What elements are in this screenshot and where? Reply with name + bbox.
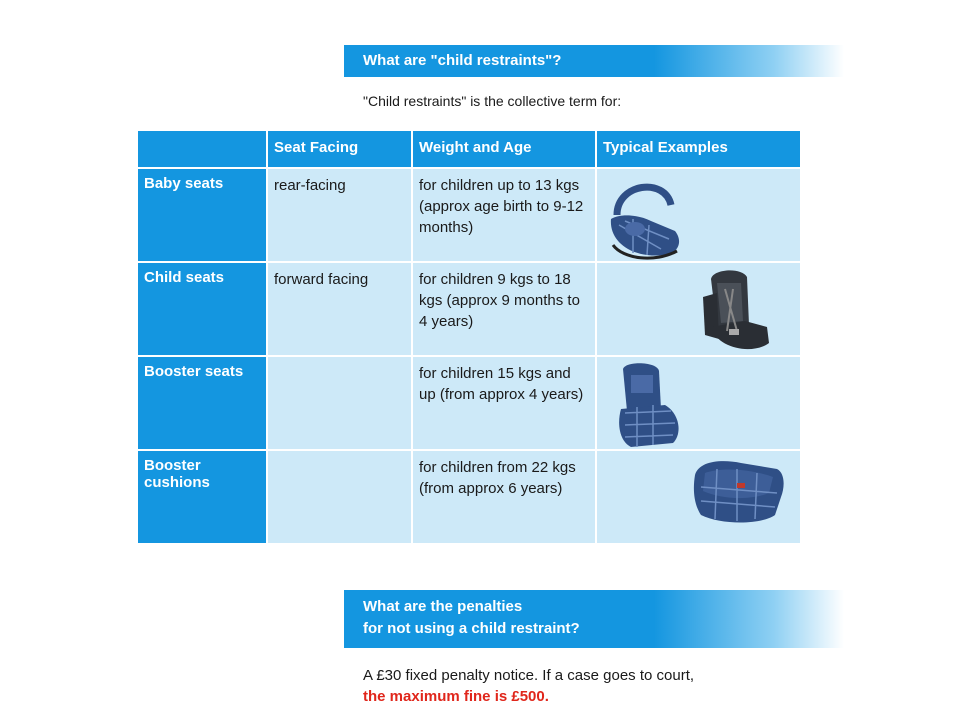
table-row xyxy=(137,356,801,450)
table-row xyxy=(137,262,801,356)
row-type-booster-cushions: Booster cushions xyxy=(137,450,267,544)
row-facing: rear-facing xyxy=(267,168,412,262)
table-header-row xyxy=(137,130,801,168)
row-facing xyxy=(267,356,412,450)
intro-text: "Child restraints" is the collective term for: xyxy=(363,93,622,109)
header-weight-age: Weight and Age xyxy=(412,130,596,168)
row-weight-age: for children 15 kgs and up (from approx 4 years) xyxy=(412,356,596,450)
row-weight-age: for children 9 kgs to 18 kgs (approx 9 months to 4 years) xyxy=(412,262,596,356)
row-facing: forward facing xyxy=(267,262,412,356)
table-row xyxy=(137,450,801,544)
penalties-heading-banner xyxy=(344,590,844,648)
header-type xyxy=(137,130,267,168)
baby-seat-carrier-image xyxy=(603,175,693,261)
row-weight-age: for children up to 13 kgs (approx age birth to 9-12 months) xyxy=(412,168,596,262)
booster-cushion-image xyxy=(691,457,787,527)
row-example xyxy=(596,356,801,450)
child-restraints-table xyxy=(136,129,802,545)
penalty-text-block xyxy=(363,665,694,707)
header-seat-facing: Seat Facing xyxy=(267,130,412,168)
max-fine-text: the maximum fine is £500. xyxy=(363,688,549,705)
penalties-heading-line1: What are the penalties xyxy=(363,598,523,615)
row-type-child-seats: Child seats xyxy=(137,262,267,356)
booster-seat-image xyxy=(613,363,687,449)
restraints-heading-banner xyxy=(344,45,844,77)
penalty-notice-text: A £30 fixed penalty notice. If a case goes to court, xyxy=(363,667,695,684)
penalties-heading-line2: for not using a child restraint? xyxy=(363,620,580,637)
row-example xyxy=(596,450,801,544)
restraints-heading: What are "child restraints"? xyxy=(363,52,562,69)
row-example xyxy=(596,262,801,356)
row-example xyxy=(596,168,801,262)
row-type-baby-seats: Baby seats xyxy=(137,168,267,262)
row-type-booster-seats: Booster seats xyxy=(137,356,267,450)
header-typical-examples: Typical Examples xyxy=(596,130,801,168)
row-facing xyxy=(267,450,412,544)
row-weight-age: for children from 22 kgs (from approx 6 years) xyxy=(412,450,596,544)
table-row xyxy=(137,168,801,262)
child-seat-image xyxy=(697,269,777,359)
